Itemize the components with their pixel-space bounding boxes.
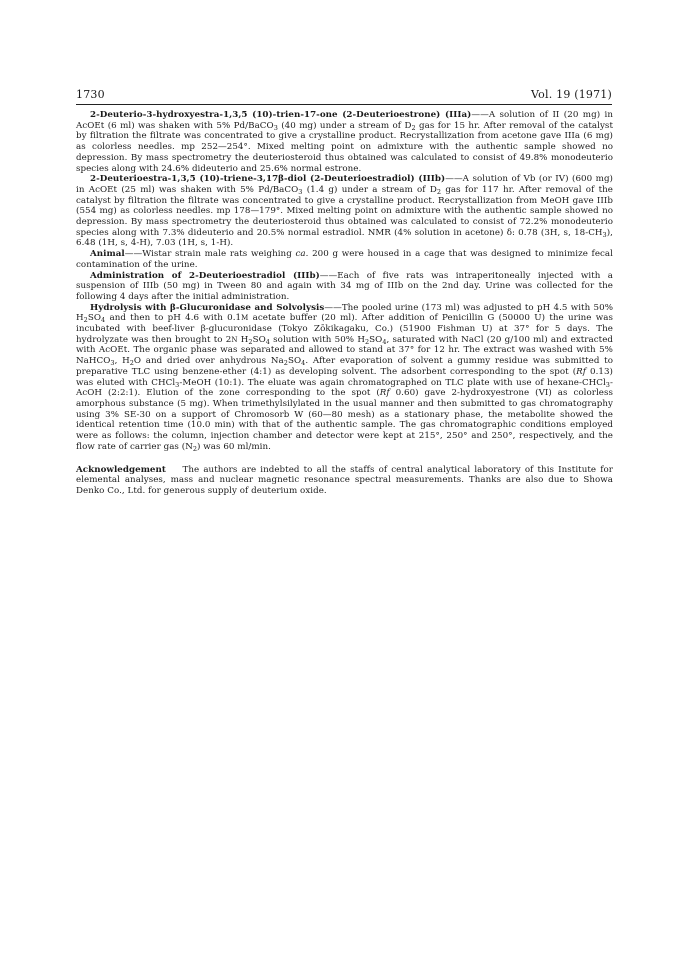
paragraph-deuterioestrone: 2-Deuterio-3-hydroxyestra-1,3,5 (10)-trien-17-one (2-Deuterioestrone) (IIIa)——A solution of II (20 mg) in AcOEt (6 ml) was shaken with 5% Pd/BaCO$_3$ (40 mg) under a stream of $D_2$ gas for 15 hr. After removal of the catalyst by filtration the filtrate was concentrated to give a crystalline product. Recrystallization from acetone gave IIIa (6 mg) as colorless needles. mp 252—254°. Mixed melting point on admixture with the authentic sample showed no depression. By mass spectrometry the deuteriosteroid thus obtained was calculated to consist of 49.8% monodeuterio species along with 24.6% dideuterio and 25.6% normal estrone. [76, 110, 614, 174]
paragraph-heading: 2-Deuterioestra-1,3,5 (10)-triene-3,17β-diol (2-Deuterioestradiol) (IIIb) [90, 174, 446, 185]
page-number: 1730 [76, 88, 105, 101]
paragraph-animal: Animal——Wistar strain male rats weighing ca. 200 g were housed in a cage that was designed to minimize fecal contamination of the urine. [76, 249, 613, 270]
header-rule [76, 104, 612, 105]
paragraph-heading: Animal [90, 249, 125, 260]
experimental-text [76, 110, 616, 497]
paragraph-heading: Hydrolysis with β-Glucuronidase and Solvolysis [90, 302, 325, 313]
paragraph-heading: 2-Deuterio-3-hydroxyestra-1,3,5 (10)-trien-17-one (2-Deuterioestrone) (IIIa) [90, 110, 472, 120]
running-header [76, 88, 612, 101]
acknowledgement-heading: Acknowledgement [76, 464, 166, 475]
volume-info: Vol. 19 (1971) [531, 88, 612, 101]
paragraph-administration: Administration of 2-Deuterioestradiol (IIIb)——Each of five rats was intraperitoneally injected with a suspension of IIIb (50 mg) in Tween 80 and again with 34 mg of IIIb on the 2nd day. Urine was collected for the following 4 days after the initial administration. [76, 270, 613, 302]
acknowledgement-paragraph: Acknowledgement The authors are indebted to all the staffs of central analytical laboratory of this Institute for elemental analyses, mass and nuclear magnetic resonance spectral measurements. Thanks are also due to Showa Denko Co., Ltd. for generous supply of deuterium oxide. [76, 464, 616, 496]
paragraph-hydrolysis: Hydrolysis with β-Glucuronidase and Solvolysis——The pooled urine (173 ml) was adjusted to pH 4.5 with 50% $H_2SO_4$ and then to pH 4.6 with 0.1M acetate buffer (20 ml). After addition of Penicillin G (50000 U) the urine was incubated with beef-liver β-glucuronidase (Tokyo Zōkikagaku, Co.) (51900 Fishman U) at 37° for 5 days. The hydrolyzate was then brought to 2N $H_2SO_4$ solution with 50% $H_2SO_4$, saturated with NaCl (20 g/100 ml) and extracted with AcOEt. The organic phase was separated and allowed to stand at 37° for 12 hr. The extract was washed with 5% NaHCO$_3$, $H_2O$ and dried over anhydrous $Na_2SO_4$. After evaporation of solvent a gummy residue was submitted to preparative TLC using benzene-ether (4:1) as developing solvent. The adsorbent corresponding to the spot (Rf 0.13) was eluted with CHCl$_3$-MeOH (10:1). The eluate was again chromatographed on TLC plate with use of hexane-CHCl$_3$-AcOH (2:2:1). Elution of the zone corresponding to the spot (Rf 0.60) gave 2-hydroxyestrone (VI) as colorless amorphous substance (5 mg). When trimethylsilylated in the usual manner and then submitted to gas chromatography using 3% SE-30 on a support of Chromosorb W (60—80 mesh) as a stationary phase, the metabolite showed the identical retention time (10.0 min) with that of the authentic sample. The gas chromatographic conditions employed were as follows: the column, injection chamber and detector were kept at 215°, 250° and 250°, respectively, and the flow rate of carrier gas $(N_2)$ was 60 ml/min. [76, 302, 613, 453]
paragraph-deuterioestradiol: 2-Deuterioestra-1,3,5 (10)-triene-3,17β-diol (2-Deuterioestradiol) (IIIb)——A solution of Vb (or IV) (600 mg) in AcOEt (25 ml) was shaken with 5% Pd/BaCO$_3$ (1.4 g) under a stream of $D_2$ gas for 117 hr. After removal of the catalyst by filtration the filtrate was concentrated to give a crystalline product. Recrystallization from MeOH gave IIIb (554 mg) as colorless needles. mp 178—179°. Mixed melting point on admixture with the authentic sample showed no depression. By mass spectrometry the deuteriosteroid thus obtained was calculated to consist of 72.2% monodeuterio species along with 7.3% dideuterio and 20.5% normal estradiol. NMR (4% solution in acetone) δ: 0.78 (3H, s, $18-CH_3$), 6.48 (1H, s, 4-H), 7.03 (1H, s, 1-H). [76, 174, 613, 249]
paragraph-heading: Administration of 2-Deuterioestradiol (IIIb) [90, 270, 320, 281]
